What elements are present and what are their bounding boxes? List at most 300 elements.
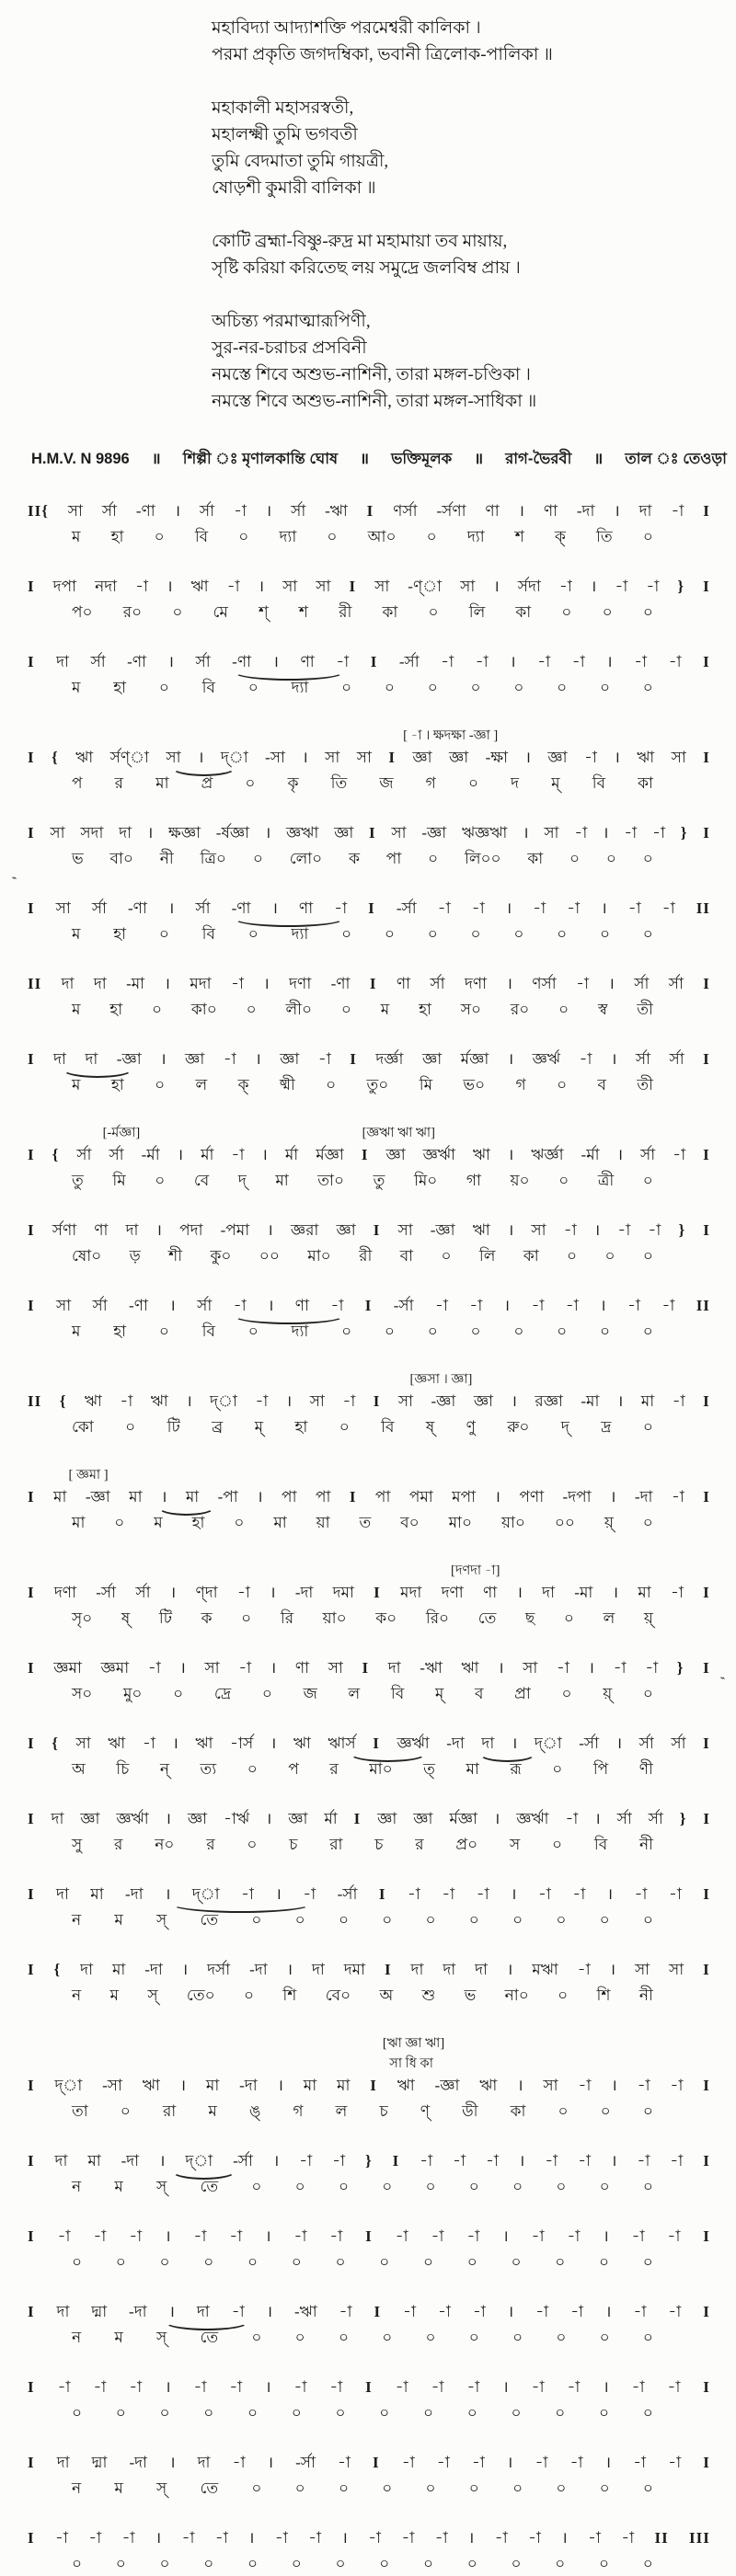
note-token: দর্সা: [207, 1961, 231, 1978]
note-token: I: [28, 1735, 35, 1752]
lyric-token: ম্: [434, 1685, 444, 1702]
lyric-token: তু: [373, 1172, 385, 1189]
note-token: র্সা: [430, 975, 445, 992]
note-token: -ার্ঋ: [223, 1810, 250, 1827]
lyric-token: ০: [511, 2555, 522, 2572]
lyric-token: ভ: [72, 850, 84, 867]
note-token: -া: [135, 578, 149, 595]
note-token: -া: [395, 2227, 408, 2245]
lyric-token: ম: [380, 1001, 390, 1018]
note-token: {: [53, 1961, 62, 1978]
note-token: -র্সা: [337, 1885, 358, 1903]
note-token: ।: [270, 1735, 277, 1752]
note-token: ।: [594, 1810, 601, 1827]
note-token: ঋা: [150, 1392, 168, 1410]
note-token: III: [689, 2529, 710, 2547]
lyric-token: ০: [556, 2479, 567, 2497]
lyric-token: ০: [115, 2555, 126, 2572]
lyric-token: ০: [642, 925, 653, 943]
note-token: রজ্ঞা: [535, 1392, 563, 1410]
lyric-token: য়্: [604, 1514, 614, 1531]
note-token: -া: [535, 2454, 548, 2471]
notes-row: [28, 1390, 710, 1414]
lyric-token: ০০: [259, 1247, 280, 1265]
lyric-token: ০: [425, 1911, 436, 1929]
lyric-token: ০: [294, 2479, 305, 2497]
lyric-token: ০: [558, 2102, 569, 2120]
notation-line: [28, 1732, 710, 1781]
note-token: -া: [567, 2378, 581, 2396]
notation-line: [28, 2376, 710, 2425]
note-token: -া: [485, 2152, 499, 2170]
note-token: {: [52, 749, 59, 766]
lyric-token: তু: [72, 1172, 84, 1189]
lyric-token: ০: [602, 603, 613, 621]
note-token: -া: [147, 1659, 161, 1677]
lyric-token: ম্: [254, 1418, 264, 1436]
lyric-token: ০: [513, 1322, 524, 1340]
note-token: ।: [493, 578, 500, 595]
note-token: ।: [502, 2378, 509, 2396]
lyric-token: দ্: [237, 1172, 247, 1189]
notation-line: [28, 1219, 710, 1268]
lyric-token: স্ব: [598, 1001, 608, 1018]
note-token: -া: [583, 749, 597, 766]
note-token: সা: [204, 1659, 220, 1677]
note-token: -র্সা: [393, 1297, 414, 1314]
lyric-token: য়া০: [322, 1609, 347, 1627]
lyric-token: ম্: [551, 774, 560, 792]
bracket-row: [28, 2054, 710, 2074]
notes-row: [28, 1048, 710, 1071]
note-token: -ণা: [135, 502, 155, 520]
note-token: I: [349, 1488, 357, 1506]
lyric-token: ০: [379, 2404, 390, 2421]
note-token: I: [28, 2529, 35, 2547]
lyric-line: তুমি বেদমাতা তুমি গায়ত্রী,: [212, 152, 389, 171]
note-token: -া: [565, 1810, 579, 1827]
lyric-token: ব: [474, 1685, 484, 1702]
lyric-token: ০: [642, 2102, 653, 2120]
note-token: দা: [54, 2152, 68, 2170]
lyric-token: ছ: [524, 1609, 535, 1627]
lyric-token: ম: [208, 2102, 217, 2120]
lyric-token: বি: [381, 1418, 395, 1436]
lyric-token: ত্: [423, 1760, 435, 1778]
note-token: ।: [511, 1885, 517, 1903]
note-token: -পা: [217, 1488, 238, 1506]
note-token: সা: [391, 824, 407, 841]
note-token: I: [703, 2227, 710, 2245]
note-token: -া: [293, 2227, 307, 2245]
lyric-token: ০: [72, 2404, 83, 2421]
lyric-token: র: [114, 1836, 123, 1853]
lyric-token: ০: [291, 2555, 302, 2572]
note-token: দা: [119, 824, 132, 841]
note-token: I: [378, 1885, 386, 1903]
note-token: ।: [169, 2454, 176, 2471]
note-token: -া: [223, 1050, 236, 1068]
note-token: দা: [481, 1735, 495, 1752]
lyric-token: ০: [72, 2253, 83, 2271]
lyric-token: র০: [122, 603, 143, 621]
lyric-token: রী: [359, 1247, 373, 1265]
note-token: I: [361, 1146, 369, 1163]
notes-row: [28, 2300, 710, 2324]
note-token: ।: [608, 975, 615, 992]
note-token: ।: [467, 2529, 475, 2547]
lyric-token: ০: [642, 2555, 653, 2572]
note-token: I: [28, 899, 35, 917]
note-token: -া: [229, 2227, 243, 2245]
bracket-row: [28, 1561, 710, 1581]
lyric-token: ক্: [237, 1076, 249, 1093]
note-token: ।: [588, 1659, 594, 1677]
note-token: -দা: [239, 2077, 258, 2094]
lyric-token: ০: [642, 2253, 653, 2271]
lyric-token: সু: [72, 1836, 83, 1853]
note-token: -া: [527, 2529, 541, 2547]
lyric-token: তি: [330, 774, 348, 792]
lyric-token: ০: [384, 1322, 395, 1340]
note-token: ।: [169, 1297, 176, 1314]
lyrics-row: [28, 845, 710, 871]
lyric-token: ০: [599, 2178, 610, 2195]
lyric-token: রি০: [425, 1609, 450, 1627]
note-token: -র্মা: [141, 1146, 160, 1163]
notation-line: [28, 1123, 710, 1193]
lyric-token: ০: [512, 2479, 523, 2497]
lyric-token: ০: [561, 1685, 572, 1702]
note-token: -া: [469, 1297, 483, 1314]
note-token: ।: [197, 749, 204, 766]
lyrics-row: [28, 921, 710, 946]
note-token: -া: [442, 1885, 455, 1903]
note-token: ।: [272, 2152, 280, 2170]
lyric-token: লি: [478, 1247, 496, 1265]
lyric-token: মা০: [307, 1247, 331, 1265]
credits-segment: ॥: [474, 451, 484, 467]
lyric-token: ০: [294, 2329, 305, 2346]
note-token: সা: [523, 1659, 538, 1677]
lyric-token: ০: [466, 2404, 477, 2421]
note-token: জ্ঞা: [187, 1810, 208, 1827]
note-token: -া: [471, 899, 485, 917]
note-token: ।: [561, 2529, 568, 2547]
lyrics-row: [28, 1605, 710, 1631]
note-token: }: [679, 1810, 687, 1827]
bracket-label: [-র্মজ্ঞা]: [102, 1126, 141, 1140]
note-token: দ্া: [210, 1392, 237, 1410]
lyric-token: ০: [642, 1418, 653, 1436]
note-token: মা: [53, 1488, 67, 1506]
lyric-token: মা: [275, 1172, 289, 1189]
note-token: -া: [453, 2152, 466, 2170]
note-token: -দা: [144, 1961, 163, 1978]
lyric-token: ম: [72, 925, 81, 943]
lyric-token: শ্: [259, 603, 269, 621]
lyric-token: কা: [523, 1247, 539, 1265]
notation-line: [28, 2225, 710, 2274]
note-token: I: [28, 2303, 35, 2320]
note-token: র্মজ্ঞা: [460, 1050, 489, 1068]
lyrics-row: [28, 2098, 710, 2124]
note-token: -া: [558, 578, 572, 595]
note-token: -া: [436, 2454, 450, 2471]
lyric-token: গ: [515, 1076, 526, 1093]
note-token: ।: [523, 824, 529, 841]
note-token: -া: [229, 2378, 243, 2396]
note-token: -া: [434, 2529, 448, 2547]
lyrics-row: [28, 1906, 710, 1932]
note-token: জ্ঞা: [334, 824, 354, 841]
note-token: সা: [671, 749, 686, 766]
note-token: I: [703, 2152, 710, 2170]
lyric-line: সুর-নর-চরাচর প্রসবিনী: [212, 338, 367, 358]
lyric-token: ০: [642, 1322, 653, 1340]
note-token: -া: [88, 2529, 102, 2547]
notation-line: [28, 1958, 710, 2008]
lyric-token: ০: [247, 2404, 259, 2421]
lyric-token: অ: [72, 1760, 86, 1778]
note-token: ।: [266, 2303, 273, 2320]
lyric-token: মি: [112, 1172, 126, 1189]
note-token: ।: [160, 1488, 167, 1506]
lyric-token: ০: [558, 1986, 569, 2004]
lyric-token: ড়: [129, 1247, 141, 1265]
note-token: ঋা: [479, 2077, 498, 2094]
lyric-token: ০: [151, 1001, 163, 1018]
note-token: ।: [516, 1584, 523, 1601]
lyric-token: ০: [203, 2404, 214, 2421]
note-token: ।: [510, 653, 516, 670]
lyric-token: হা: [419, 1001, 431, 1018]
note-token: দা: [125, 1221, 139, 1239]
lyric-token: ০: [466, 2555, 477, 2572]
note-token: ।: [302, 749, 308, 766]
lyrics-row: [28, 2249, 710, 2274]
note-token: II{: [28, 502, 49, 520]
note-token: জ্ঞর্ঋ: [532, 1050, 560, 1068]
lyric-token: ০: [561, 603, 572, 621]
song-stanza: [212, 228, 730, 281]
note-token: -র্মা: [581, 1146, 600, 1163]
note-token: I: [703, 1735, 710, 1752]
credits-segment: তাল ঃ তেওড়া: [625, 451, 727, 467]
note-token: -া: [232, 2454, 246, 2471]
note-token: -র্সা: [96, 1584, 117, 1601]
note-token: I: [366, 502, 374, 520]
note-token: I: [28, 1488, 35, 1506]
lyric-token: তে: [200, 1911, 219, 1929]
note-token: -া: [670, 2077, 684, 2094]
note-token: -া: [668, 2303, 682, 2320]
note-token: দমা: [332, 1584, 354, 1601]
lyric-line: নমস্তে শিবে অশুভ-নাশিনী, তারা মঙ্গল-চণ্ডিকা ।: [212, 365, 531, 384]
lyric-token: ০: [599, 2404, 610, 2421]
lyric-token: ০: [158, 679, 169, 696]
note-token: -র্সণা: [436, 502, 466, 520]
note-token: সা: [55, 1297, 72, 1314]
lyric-token: ০: [251, 2479, 262, 2497]
note-token: সা: [50, 824, 65, 841]
lyric-token: ০: [159, 2253, 170, 2271]
note-token: -া: [54, 2529, 68, 2547]
note-token: ।: [606, 653, 613, 670]
notation-section: [0, 472, 736, 2576]
note-token: -ণা: [129, 1297, 148, 1314]
note-token: ।: [610, 1488, 616, 1506]
lyric-token: শ: [298, 603, 308, 621]
note-token: -া: [329, 2378, 343, 2396]
lyric-token: ম: [72, 1001, 81, 1018]
note-token: মা: [205, 2077, 220, 2094]
note-token: পা: [282, 1488, 297, 1506]
note-token: ।: [277, 2077, 283, 2094]
note-token: সা: [531, 1221, 546, 1239]
note-token: জ্ঞা: [421, 1050, 443, 1068]
lyric-token: ০: [125, 1418, 136, 1436]
lyrics-row: [28, 996, 710, 1022]
note-token: -র্সা: [396, 899, 417, 917]
note-token: -া: [431, 2378, 444, 2396]
note-token: -দা: [576, 502, 595, 520]
note-token: -ণা: [232, 653, 252, 670]
note-token: II: [28, 1392, 42, 1410]
note-token: র্সা: [671, 1735, 686, 1752]
note-token: র্মজ্ঞা: [449, 1810, 477, 1827]
lyric-token: তে: [477, 1609, 497, 1627]
lyric-token: বি: [201, 925, 215, 943]
note-token: I: [703, 1961, 710, 1978]
note-token: ।: [258, 578, 265, 595]
note-token: ঋা: [293, 1735, 311, 1752]
notation-line: [28, 1807, 710, 1857]
lyric-token: রু০: [507, 1418, 530, 1436]
note-token: -ণা: [127, 653, 147, 670]
lyric-token: ন: [72, 1911, 82, 1929]
lyric-token: হা: [294, 1418, 308, 1436]
lyric-token: ০: [247, 925, 259, 943]
lyric-token: ০: [567, 1247, 578, 1265]
note-token: ।: [155, 2529, 162, 2547]
lyric-token: ০: [427, 1322, 438, 1340]
note-token: ঋা: [397, 2077, 415, 2094]
lyric-token: ০: [604, 1247, 615, 1265]
lyric-token: ০: [382, 2329, 393, 2346]
note-token: I: [369, 975, 377, 992]
notes-row: [28, 1219, 710, 1242]
note-token: দ্মা: [91, 2454, 108, 2471]
lyrics-row: [28, 1167, 710, 1193]
note-token: I: [703, 1659, 710, 1677]
note-token: II: [28, 975, 42, 992]
note-token: -া: [494, 2529, 508, 2547]
note-token: ঋা: [472, 1221, 490, 1239]
note-token: -দা: [446, 1735, 465, 1752]
lyric-token: ০: [335, 2404, 346, 2421]
note-token: -া: [368, 2529, 382, 2547]
lyric-token: র: [206, 1836, 215, 1853]
note-token: }: [676, 1659, 684, 1677]
note-token: -র্ষজ্ঞা: [215, 824, 250, 841]
note-token: -া: [231, 2303, 245, 2320]
note-token: I: [362, 1659, 370, 1677]
lyric-token: ০: [563, 1609, 574, 1627]
lyric-token: ম: [72, 1076, 81, 1093]
lyrics-row: [28, 1831, 710, 1857]
lyric-token: ০: [599, 2329, 610, 2346]
note-token: দা: [410, 1961, 424, 1978]
note-token: সা: [282, 578, 298, 595]
note-token: -দা: [129, 2303, 147, 2320]
lyric-token: ০: [569, 850, 581, 867]
note-token: I: [28, 2152, 35, 2170]
credits-segment: ভক্তিমূলক: [391, 451, 453, 467]
lyric-token: হা: [191, 1514, 205, 1531]
note-token: ।: [506, 975, 512, 992]
lyric-token: ০: [247, 2555, 259, 2572]
note-token: -া: [631, 2227, 645, 2245]
lyric-token: ০: [468, 1911, 479, 1929]
note-token: -া: [420, 2152, 433, 2170]
lyric-token: জ: [303, 1685, 317, 1702]
notes-row: [28, 1143, 710, 1167]
note-token: -া: [579, 1050, 592, 1068]
note-token: জ্ঞা: [413, 1810, 433, 1827]
lyric-token: ০: [428, 603, 439, 621]
note-token: র্সা: [616, 1810, 632, 1827]
lyric-token: ০: [642, 1172, 653, 1189]
lyrics-row: [28, 2475, 710, 2501]
note-token: ণা: [298, 899, 314, 917]
note-token: সা: [356, 749, 372, 766]
note-token: -া: [672, 1392, 685, 1410]
lyrics-row: [28, 674, 710, 700]
note-token: জ্ঞা: [412, 749, 432, 766]
notation-line: [28, 575, 710, 624]
note-token: ।: [505, 899, 512, 917]
note-token: -া: [574, 824, 588, 841]
note-token: I: [28, 1146, 35, 1163]
notes-row: [28, 746, 710, 770]
note-token: I: [353, 1810, 362, 1827]
note-token: দা: [197, 2454, 211, 2471]
lyrics-row: [28, 770, 710, 796]
note-token: ।: [248, 2529, 255, 2547]
note-token: ।: [286, 1961, 293, 1978]
note-token: I: [374, 1584, 381, 1601]
note-token: }: [680, 824, 688, 841]
note-token: সা: [166, 749, 181, 766]
notes-row: [28, 499, 710, 523]
note-token: {: [59, 1392, 67, 1410]
lyric-token: চ: [374, 1836, 384, 1853]
note-token: -া: [240, 1885, 254, 1903]
lyric-token: ০: [115, 2253, 126, 2271]
lyric-token: ব্র: [212, 1418, 224, 1436]
lyric-token: ০: [512, 2178, 523, 2195]
lyric-token: ম: [114, 2329, 123, 2346]
note-token: ।: [179, 2077, 187, 2094]
lyrics-row: [28, 1318, 710, 1344]
note-token: -র্সা: [295, 2454, 316, 2471]
note-token: দা: [638, 502, 652, 520]
lyric-token: ০: [115, 2404, 126, 2421]
lyric-token: ০: [470, 925, 481, 943]
lyric-token: ল: [348, 1685, 361, 1702]
note-token: -া: [401, 2454, 415, 2471]
